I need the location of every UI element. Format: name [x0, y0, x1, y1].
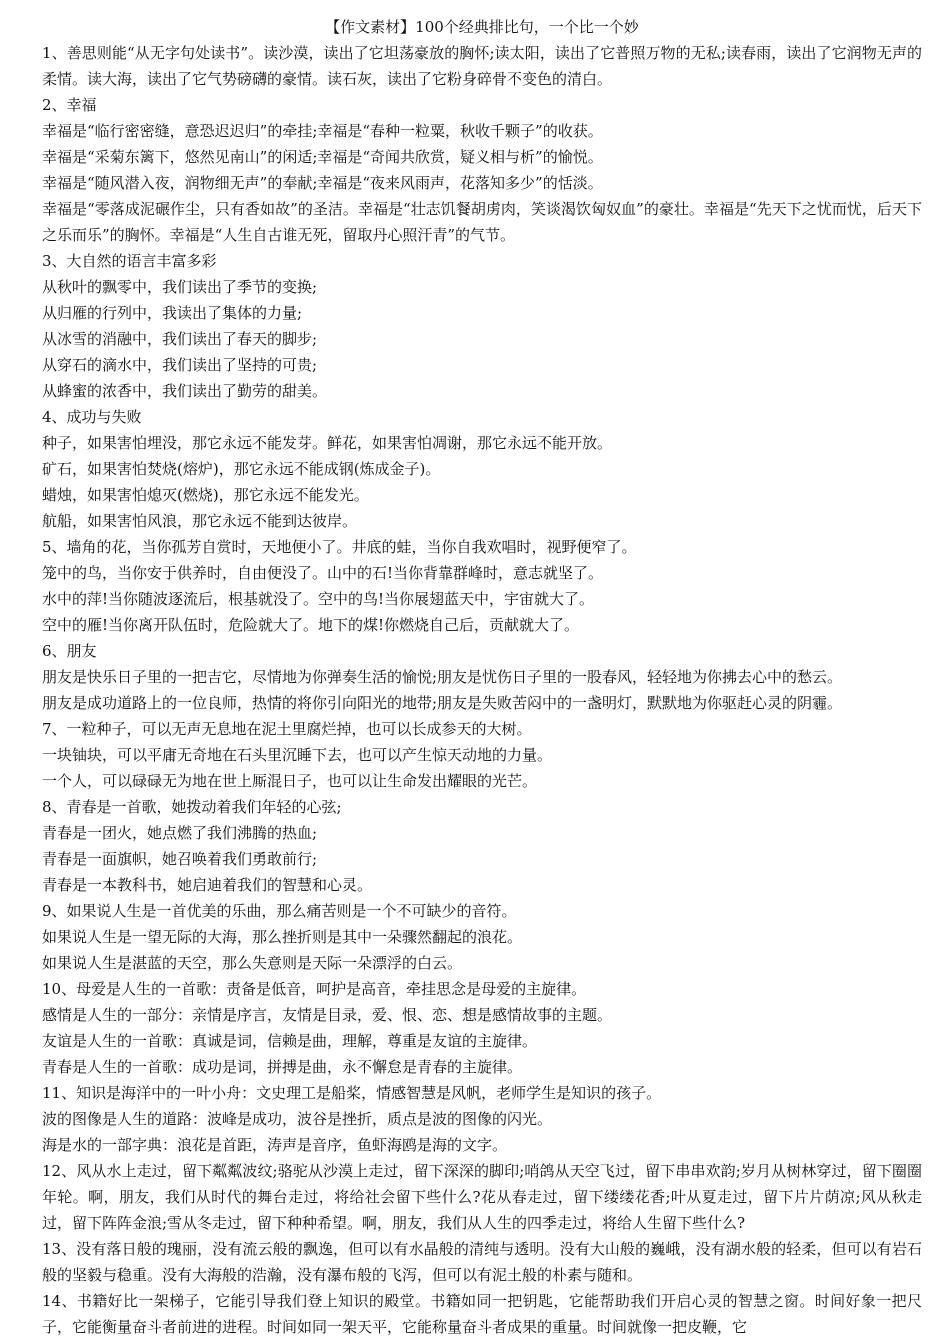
text-line: 种子，如果害怕埋没，那它永远不能发芽。鲜花，如果害怕凋谢，那它永远不能开放。 — [42, 434, 613, 452]
text-line: 2、幸福 — [42, 96, 97, 114]
text-line: 从归雁的行列中，我读出了集体的力量; — [42, 304, 303, 322]
text-line: 11、知识是海洋中的一叶小舟：文史理工是船桨，情感智慧是风帆，老师学生是知识的孩子。 — [42, 1084, 662, 1102]
text-line: 波的图像是人生的道路：波峰是成功，波谷是挫折，质点是波的图像的闪光。 — [42, 1110, 553, 1128]
text-line: 12、风从水上走过，留下粼粼波纹;骆驼从沙漠上走过，留下深深的脚印;哨鸽从天空飞过，留下串串欢韵;岁月从树林穿过，留下圈圈年轮。啊，朋友，我们从时代的舞台走过，将给社会留下些什么?花从春走过，留下缕缕花香;叶从夏走过，留下片片荫凉;风从秋走过，留下阵阵金浪;雪从冬走过，留下种种希望。啊，朋友，我们从人生的四季走过，将给人生留下些什么? — [42, 1162, 922, 1232]
text-line: 3、大自然的语言丰富多彩 — [42, 252, 217, 270]
text-line: 9、如果说人生是一首优美的乐曲，那么痛苦则是一个不可缺少的音符。 — [42, 902, 517, 920]
text-line: 青春是一面旗帜，她召唤着我们勇敢前行; — [42, 850, 318, 868]
text-line: 5、墙角的花，当你孤芳自赏时，天地便小了。井底的蛙，当你自我欢唱时，视野便窄了。 — [42, 538, 637, 556]
text-line: 幸福是“随风潜入夜，润物细无声”的奉献;幸福是“夜来风雨声，花落知多少”的恬淡。 — [42, 174, 603, 192]
text-line: 幸福是“采菊东篱下，悠然见南山”的闲适;幸福是“奇闻共欣赏，疑义相与析”的愉悦。 — [42, 148, 603, 166]
text-line: 朋友是成功道路上的一位良师，热情的将你引向阳光的地带;朋友是失败苦闷中的一盏明灯，默默地为你驱赶心灵的阴霾。 — [42, 694, 843, 712]
text-line: 笼中的鸟，当你安于供养时，自由便没了。山中的石!当你背靠群峰时，意志就坚了。 — [42, 564, 604, 582]
text-line: 幸福是“零落成泥碾作尘，只有香如故”的圣洁。幸福是“壮志饥餐胡虏肉，笑谈渴饮匈奴血”的豪壮。幸福是“先天下之忧而忧，后天下之乐而乐”的胸怀。幸福是“人生自古谁无死，留取丹心照汗青”的气节。 — [42, 200, 922, 244]
text-line: 从穿石的滴水中，我们读出了坚持的可贵; — [42, 356, 318, 374]
text-line: 海是水的一部字典：浪花是首距，涛声是音序，鱼虾海鸥是海的文字。 — [42, 1136, 508, 1154]
document-page — [42, 14, 922, 1340]
text-line: 从冰雪的消融中，我们读出了春天的脚步; — [42, 330, 318, 348]
text-line: 7、一粒种子，可以无声无息地在泥土里腐烂掉，也可以长成参天的大树。 — [42, 720, 532, 738]
text-line: 1、善思则能“从无字句处读书”。读沙漠，读出了它坦荡豪放的胸怀;读太阳，读出了它普照万物的无私;读春雨，读出了它润物无声的柔情。读大海，读出了它气势磅礴的豪情。读石灰，读出了它粉身碎骨不变色的清白。 — [42, 44, 922, 88]
text-line: 空中的雁!当你离开队伍时，危险就大了。地下的煤!你燃烧自己后，贡献就大了。 — [42, 616, 580, 634]
text-line: 一个人，可以碌碌无为地在世上厮混日子，也可以让生命发出耀眼的光芒。 — [42, 772, 538, 790]
text-line: 水中的萍!当你随波逐流后，根基就没了。空中的鸟!当你展翅蓝天中，宇宙就大了。 — [42, 590, 595, 608]
text-line: 感情是人生的一部分：亲情是序言，友情是目录，爱、恨、恋、想是感情故事的主题。 — [42, 1006, 613, 1024]
text-line: 从秋叶的飘零中，我们读出了季节的变换; — [42, 278, 318, 296]
text-line: 青春是人生的一首歌：成功是词，拼搏是曲，永不懈怠是青春的主旋律。 — [42, 1058, 523, 1076]
text-line: 朋友是快乐日子里的一把吉它，尽情地为你弹奏生活的愉悦;朋友是忧伤日子里的一股春风，轻轻地为你拂去心中的愁云。 — [42, 668, 843, 686]
text-line: 4、成功与失败 — [42, 408, 142, 426]
text-line: 如果说人生是一望无际的大海，那么挫折则是其中一朵骤然翻起的浪花。 — [42, 928, 523, 946]
text-line: 13、没有落日般的瑰丽，没有流云般的飘逸，但可以有水晶般的清纯与透明。没有大山般的巍峨，没有湖水般的轻柔，但可以有岩石般的坚毅与稳重。没有大海般的浩瀚，没有瀑布般的飞泻，但可以有泥土般的朴素与随和。 — [42, 1240, 922, 1284]
text-line: 友谊是人生的一首歌：真诚是词，信赖是曲，理解，尊重是友谊的主旋律。 — [42, 1032, 538, 1050]
text-line: 从蜂蜜的浓香中，我们读出了勤劳的甜美。 — [42, 382, 328, 400]
document-body — [42, 40, 922, 1340]
text-line: 10、母爱是人生的一首歌：责备是低音，呵护是高音，牵挂思念是母爱的主旋律。 — [42, 980, 587, 998]
text-line: 青春是一团火，她点燃了我们沸腾的热血; — [42, 824, 318, 842]
text-line: 6、朋友 — [42, 642, 97, 660]
text-line: 幸福是“临行密密缝，意恐迟迟归”的牵挂;幸福是“春种一粒粟，秋收千颗子”的收获。 — [42, 122, 603, 140]
text-line: 一块铀块，可以平庸无奇地在石头里沉睡下去，也可以产生惊天动地的力量。 — [42, 746, 553, 764]
document-title: 【作文素材】100个经典排比句，一个比一个妙 — [325, 18, 639, 36]
text-line: 如果说人生是湛蓝的天空，那么失意则是天际一朵漂浮的白云。 — [42, 954, 463, 972]
text-line: 14、书籍好比一架梯子，它能引导我们登上知识的殿堂。书籍如同一把钥匙，它能帮助我们开启心灵的智慧之窗。时间好象一把尺子，它能衡量奋斗者前进的进程。时间如同一架天平，它能称量奋斗者成果的重量。时间就像一把皮鞭，它 — [42, 1292, 922, 1336]
text-line: 蜡烛，如果害怕熄灭(燃烧)，那它永远不能发光。 — [42, 486, 369, 504]
text-line: 青春是一本教科书，她启迪着我们的智慧和心灵。 — [42, 876, 373, 894]
text-line: 矿石，如果害怕焚烧(熔炉)，那它永远不能成钢(炼成金子)。 — [42, 460, 441, 478]
text-line: 8、青春是一首歌，她拨动着我们年轻的心弦; — [42, 798, 342, 816]
text-line: 航船，如果害怕风浪，那它永远不能到达彼岸。 — [42, 512, 358, 530]
